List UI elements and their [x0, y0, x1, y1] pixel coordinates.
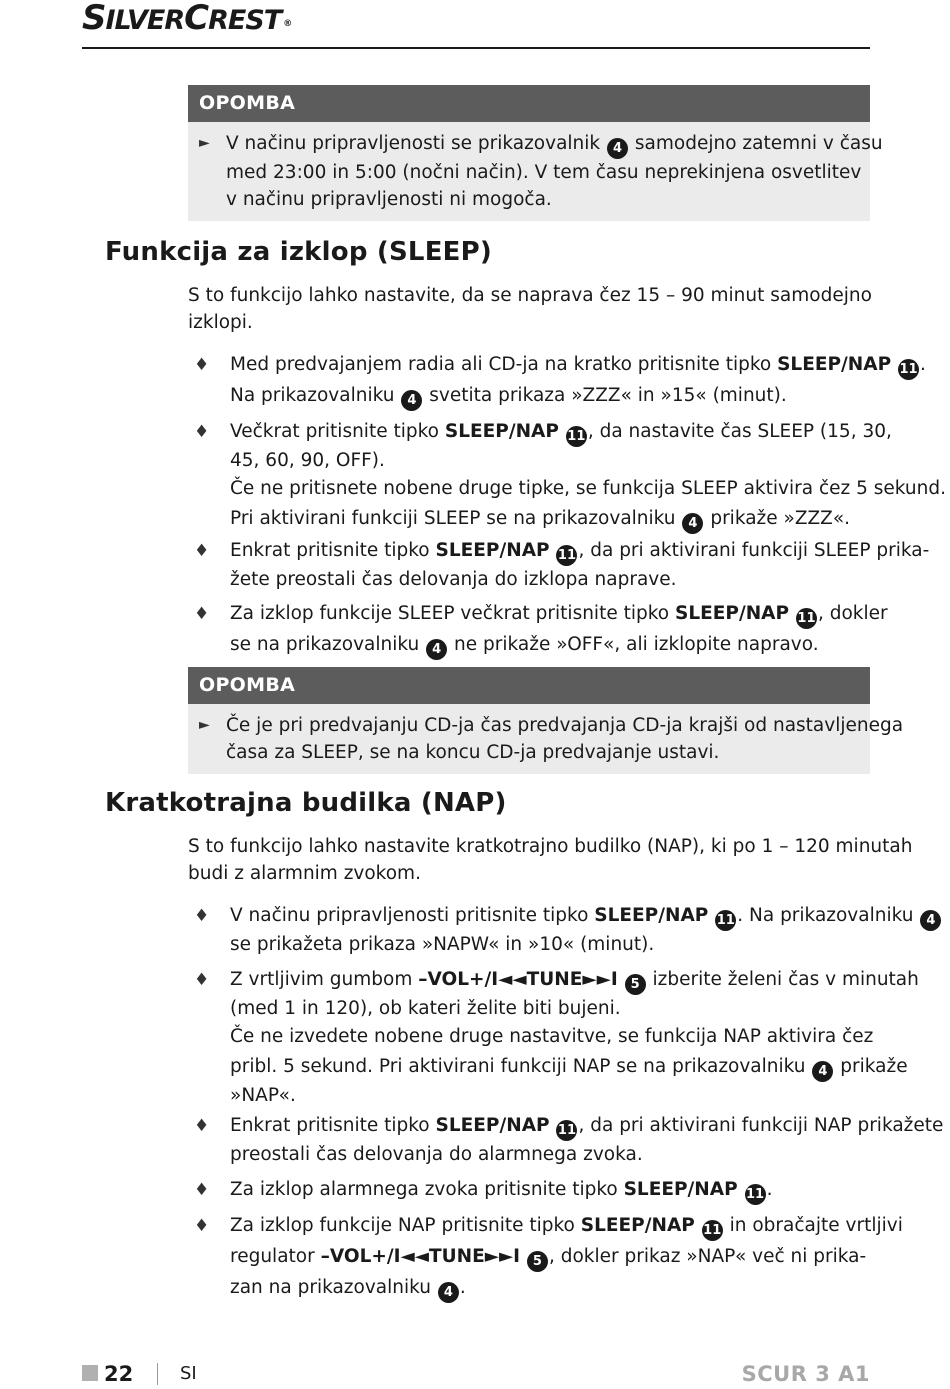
sleep-step-4: ♦ Za izklop funkcije SLEEP večkrat pritisnite tipko SLEEP/NAP 11 , dokler se na prikazovalniku 4 ne prikaže »OFF«, ali izklopite napravo. — [230, 600, 870, 660]
nap-step-1: ♦ V načinu pripravljenosti pritisnite tipko SLEEP/NAP 11 . Na prikazovalniku 4 se prikažeta prikaza »NAPW« in »10« (minut). — [230, 902, 870, 959]
ref-number-4: 4 — [812, 1061, 833, 1082]
sleep-step-3: ♦ Enkrat pritisnite tipko SLEEP/NAP 11 , da pri aktivirani funkciji SLEEP prika- žete preostali čas delovanja do izklopa naprave. — [230, 537, 870, 594]
diamond-bullet-icon: ♦ — [194, 906, 210, 926]
arrow-icon: ► — [199, 135, 210, 151]
page-number: 22 — [104, 1362, 134, 1386]
ref-number-4: 4 — [401, 390, 422, 411]
ref-number-5: 5 — [527, 1251, 548, 1272]
ref-number-11: 11 — [566, 426, 587, 447]
language-code: SI — [180, 1363, 197, 1384]
section-title-sleep: Funkcija za izklop (SLEEP) — [105, 237, 492, 267]
diamond-bullet-icon: ♦ — [194, 422, 210, 442]
ref-number-11: 11 — [745, 1184, 766, 1205]
sleep-step-2: ♦ Večkrat pritisnite tipko SLEEP/NAP 11 , da nastavite čas SLEEP (15, 30, 45, 60, 90, OFF). Če ne pritisnete nobene druge tipke, se funkcija SLEEP aktivira čez 5 sekund. Pri aktivirani funkciji SLEEP se na prikazovalniku 4 prikaže »ZZZ«. — [230, 418, 870, 534]
ref-number-11: 11 — [702, 1220, 723, 1241]
diamond-bullet-icon: ♦ — [194, 355, 210, 375]
footer-square-icon — [82, 1365, 98, 1381]
note-heading: OPOMBA — [188, 667, 870, 704]
model-number: SCUR 3 A1 — [741, 1362, 870, 1386]
nap-step-3: ♦ Enkrat pritisnite tipko SLEEP/NAP 11 , da pri aktivirani funkciji NAP prikažete preostali čas delovanja do alarmnega zvoka. — [230, 1112, 870, 1169]
note-heading: OPOMBA — [188, 85, 870, 122]
ref-number-4: 4 — [682, 513, 703, 534]
header-rule — [82, 47, 870, 49]
ref-number-5: 5 — [625, 974, 646, 995]
note-body: ► V načinu pripravljenosti se prikazovalnik 4 samodejno zatemni v času med 23:00 in 5:00 (nočni način). V tem času neprekinjena osvetlitev v načinu pripravljenosti ni mogoča. — [188, 122, 870, 221]
ref-number-11: 11 — [715, 910, 736, 931]
diamond-bullet-icon: ♦ — [194, 541, 210, 561]
sleep-step-1: ♦ Med predvajanjem radia ali CD-ja na kratko pritisnite tipko SLEEP/NAP 11 . Na prikazovalniku 4 svetita prikaza »ZZZ« in »15« (minut). — [230, 351, 870, 411]
footer-divider — [157, 1363, 158, 1385]
nap-step-5: ♦ Za izklop funkcije NAP pritisnite tipko SLEEP/NAP 11 in obračajte vrtljivi regulator –VOL+/I◄◄TUNE►►I 5 , dokler prikaz »NAP« več ni prika- zan na prikazovalniku 4 . — [230, 1212, 870, 1303]
nap-step-4: ♦ Za izklop alarmnega zvoka pritisnite tipko SLEEP/NAP 11 . — [230, 1176, 870, 1205]
diamond-bullet-icon: ♦ — [194, 1116, 210, 1136]
ref-number-11: 11 — [556, 1120, 577, 1141]
arrow-icon: ► — [199, 717, 210, 733]
ref-number-11: 11 — [898, 359, 919, 380]
diamond-bullet-icon: ♦ — [194, 1216, 210, 1236]
ref-number-11: 11 — [796, 608, 817, 629]
ref-number-11: 11 — [556, 545, 577, 566]
nap-step-2: ♦ Z vrtljivim gumbom –VOL+/I◄◄TUNE►►I 5 izberite želeni čas v minutah (med 1 in 120), ob kateri želite biti bujeni. Če ne izvedete nobene druge nastavitve, se funkcija NAP aktivira čez pribl. 5 sekund. Pri aktivirani funkciji NAP se na prikazovalniku 4 prikaže »NAP«. — [230, 966, 870, 1110]
diamond-bullet-icon: ♦ — [194, 1180, 210, 1200]
note-box-standby — [188, 85, 883, 221]
ref-number-4: 4 — [607, 138, 628, 159]
brand-logo: SILVERCREST ® — [82, 0, 292, 38]
diamond-bullet-icon: ♦ — [194, 604, 210, 624]
note-box-cd — [188, 667, 904, 774]
nap-intro: S to funkcijo lahko nastavite kratkotrajno budilko (NAP), ki po 1 – 120 minutah budi z alarmnim zvokom. — [188, 836, 913, 884]
ref-number-4: 4 — [426, 639, 447, 660]
note-body: ► Če je pri predvajanju CD-ja čas predvajanja CD-ja krajši od nastavljenega časa za SLEEP, se na koncu CD-ja predvajanje ustavi. — [188, 704, 870, 774]
ref-number-4: 4 — [438, 1282, 459, 1303]
ref-number-4: 4 — [920, 910, 941, 931]
diamond-bullet-icon: ♦ — [194, 970, 210, 990]
page-footer — [82, 1361, 870, 1389]
section-title-nap: Kratkotrajna budilka (NAP) — [105, 788, 507, 818]
sleep-intro: S to funkcijo lahko nastavite, da se naprava čez 15 – 90 minut samodejno izklopi. — [188, 285, 872, 333]
